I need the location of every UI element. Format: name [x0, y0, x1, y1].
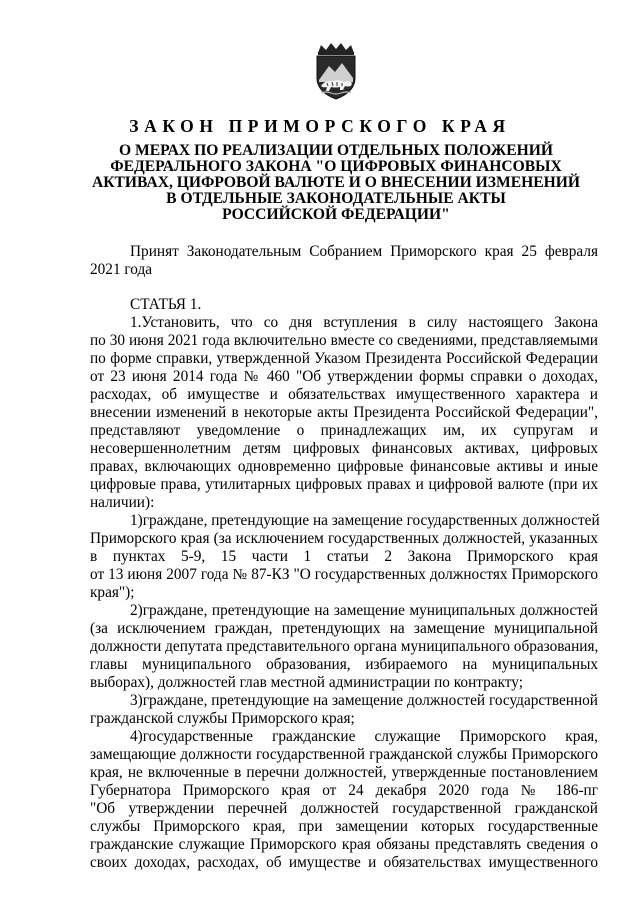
- article-heading: СТАТЬЯ 1.: [130, 296, 202, 313]
- law-subtitle: [70, 143, 602, 223]
- paragraph-line: "Об утверждении перечней должностей государственной гражданской: [90, 800, 598, 817]
- paragraph-line: правах, включающих одновременно цифровые финансовые активы и иные: [90, 458, 598, 475]
- paragraph-line: по форме справки, утвержденной Указом Президента Российской Федерации: [90, 350, 598, 367]
- article-paragraph: [90, 314, 598, 512]
- subtitle-line: В ОТДЕЛЬНЫЕ ЗАКОНОДАТЕЛЬНЫЕ АКТЫ: [166, 190, 506, 207]
- paragraph-line: Губернатора Приморского края от 24 декабря 2020 года № 186-пг: [90, 782, 598, 799]
- paragraph-line: 1.Установить, что со дня вступления в силу настоящего Закона: [130, 314, 598, 331]
- paragraph-line: своих доходах, расходах, об имуществе и обязательствах имущественного: [90, 854, 598, 871]
- paragraph-line: службы Приморского края, при замещении которых государственные: [90, 818, 598, 835]
- article-1: [90, 296, 598, 872]
- adoption-line: 2021 года: [90, 261, 153, 278]
- paragraph-line: по 30 июня 2021 года включительно вместе со сведениями, представляемыми: [90, 332, 598, 349]
- subtitle-line: РОССИЙСКОЙ ФЕДЕРАЦИИ": [222, 206, 450, 223]
- paragraph-line: несовершеннолетним детям цифровых финансовых активах, цифровых: [90, 440, 598, 457]
- paragraph-line: от 13 июня 2007 года № 87-КЗ "О государственных должностях Приморского: [90, 566, 598, 583]
- primorsky-krai-coat-of-arms-icon: [309, 42, 363, 100]
- paragraph-line: наличии):: [90, 494, 155, 511]
- paragraph-line: главы муниципального образования, избираемого на муниципальных: [90, 656, 598, 673]
- law-title: ЗАКОН ПРИМОРСКОГО КРАЯ: [129, 116, 511, 136]
- paragraph-line: края, не включенные в перечни должностей, утвержденные постановлением: [90, 764, 598, 781]
- subtitle-line: ФЕДЕРАЛЬНОГО ЗАКОНА "О ЦИФРОВЫХ ФИНАНСОВЫХ: [110, 158, 562, 175]
- paragraph-line: выборах), должностей глав местной администрации по контракту;: [90, 674, 523, 691]
- paragraph-line: 1)граждане, претендующие на замещение государственных должностей: [130, 512, 600, 529]
- paragraph-line: 2)граждане, претендующие на замещение муниципальных должностей: [130, 602, 598, 619]
- paragraph-line: внесении изменений в некоторые акты Президента Российской Федерации",: [90, 404, 598, 421]
- article-paragraph: [90, 692, 598, 728]
- paragraph-line: гражданской службы Приморского края;: [90, 710, 355, 727]
- paragraph-line: цифровые права, утилитарных цифровых правах и цифровой валюте (при их: [90, 476, 598, 493]
- article-paragraph: [90, 602, 598, 692]
- article-paragraph: [90, 512, 598, 602]
- paragraph-line: расходах, об имуществе и обязательствах имущественного характера и: [90, 386, 598, 403]
- article-paragraph: [90, 728, 598, 872]
- paragraph-line: гражданские служащие Приморского края обязаны представлять сведения о: [90, 836, 598, 853]
- paragraph-line: Приморского края (за исключением государственных должностей, указанных: [90, 530, 598, 547]
- paragraph-line: края");: [90, 584, 135, 601]
- paragraph-line: (за исключением граждан, претендующих на замещение муниципальной: [90, 620, 598, 637]
- paragraph-line: от 23 июня 2014 года № 460 "Об утверждении формы справки о доходах,: [90, 368, 598, 385]
- adoption-statement: [90, 243, 598, 279]
- paragraph-line: в пунктах 5-9, 15 части 1 статьи 2 Закона Приморского края: [90, 548, 598, 565]
- paragraph-line: 3)граждане, претендующие на замещение должностей государственной: [130, 692, 598, 709]
- paragraph-line: должности депутата представительного органа муниципального образования,: [90, 638, 599, 655]
- adoption-line: Принят Законодательным Собранием Приморского края 25 февраля: [130, 243, 598, 260]
- paragraph-line: 4)государственные гражданские служащие Приморского края,: [130, 728, 598, 745]
- article-paragraphs: [90, 314, 598, 872]
- paragraph-line: представляют уведомление о принадлежащих им, их супругам и: [90, 422, 598, 439]
- subtitle-line: АКТИВАХ, ЦИФРОВОЙ ВАЛЮТЕ И О ВНЕСЕНИИ ИЗМЕНЕНИЙ: [91, 174, 581, 191]
- subtitle-line: О МЕРАХ ПО РЕАЛИЗАЦИИ ОТДЕЛЬНЫХ ПОЛОЖЕНИЙ: [118, 142, 554, 159]
- paragraph-line: замещающие должности государственной гражданской службы Приморского: [90, 746, 598, 763]
